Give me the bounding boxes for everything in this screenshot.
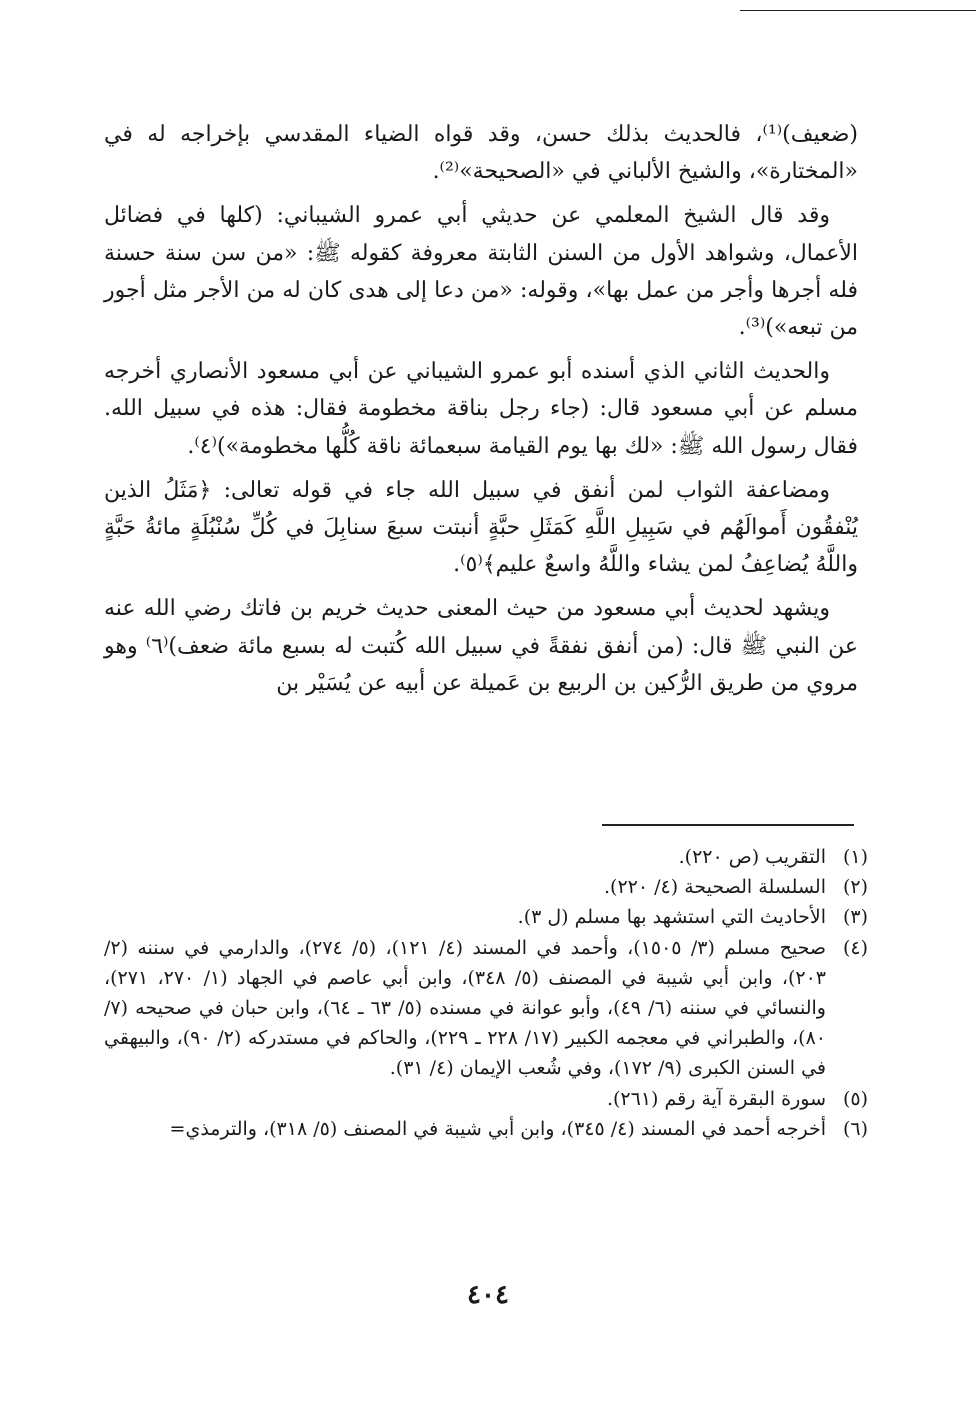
footnote-3 xyxy=(104,902,868,932)
footnote-number: (٤) xyxy=(842,936,868,959)
footnote-5 xyxy=(104,1084,868,1114)
paragraph-4: ومضاعفة الثواب لمن أنفق في سبيل الله جاء في قوله تعالى: ﴿مَثَلُ الذين يُنْفقُون أَموالَهُم في سَبِيلِ اللَّهِ كَمَثَلِ حبَّةٍ أنبتت سبعَ سنابِلَ في كُلِّ سُنْبُلَةٍ مائةُ حَبَّةٍ واللَّهُ يُضاعِفُ لمن يشاء واللَّهُ واسعٌ عليم﴾⁽٥⁾. xyxy=(104,477,858,578)
paragraph-1: (ضعيف)⁽¹⁾، فالحديث بذلك حسن، وقد قواه الضياء المقدسي بإخراجه له في «المختارة»، والشيخ الألباني في «الصحيحة»⁽²⁾. xyxy=(104,122,858,185)
paragraph-5: ويشهد لحديث أبي مسعود من حيث المعنى حديث خريم بن فاتك رضي الله عنه عن النبي ﷺ قال: (من أنفق نفقةً في سبيل الله كُتبت له بسبع مائة ضعف)⁽٦⁾ وهو مروي من طريق الرُّكين بن الربيع بن عَميلة عن أبيه عن يُسَيْر بن xyxy=(104,596,858,696)
paragraph-2: وقد قال الشيخ المعلمي عن حديثي أبي عمرو الشيباني: (كلها في فضائل الأعمال، وشواهد الأول من السنن الثابتة معروفة كقوله ﷺ: «من سن سنة حسنة فله أجرها وأجر من عمل بها»، وقوله: «من دعا إلى هدى كان له من الأجر مثل أجور من تبعه»)⁽³⁾. xyxy=(104,203,858,341)
footnote-number: (٥) xyxy=(842,1087,868,1110)
footnotes xyxy=(104,842,868,1144)
footnote-separator xyxy=(602,824,854,826)
footnote-text: الأحاديث التي استشهد بها مسلم (ل ٣). xyxy=(517,906,826,929)
footnote-text: صحيح مسلم (٣/ ١٥٠٥)، وأحمد في المسند (٤/ ١٢١)، (٥/ ٢٧٤)، والدارمي في سننه (٢/ ٢٠٣)، وابن أبي شيبة في المصنف (٥/ ٣٤٨)، وابن أبي عاصم في الجهاد (١/ ٢٧٠، ٢٧١)، والنسائي في سننه (٦/ ٤٩)، وأبو عوانة في مسنده (٥/ ٦٣ ـ ٦٤)، وابن حبان في صحيحه (٧/ ٨٠)، والطبراني في معجمه الكبير (١٧/ ٢٢٨ ـ ٢٢٩)، والحاكم في مستدركه (٢/ ٩٠)، والبيهقي في السنن الكبرى (٩/ ١٧٢)، وفي شُعب الإيمان (٤/ ٣١). xyxy=(104,936,827,1080)
footnote-number: (١) xyxy=(842,846,868,868)
footnote-6 xyxy=(104,1114,868,1144)
paragraph-3: والحديث الثاني الذي أسنده أبو عمرو الشيباني عن أبي مسعود الأنصاري أخرجه مسلم عن أبي مسعود قال: (جاء رجل بناقة مخطومة فقال: هذه في سبيل الله. فقال رسول الله ﷺ: «لك بها يوم القيامة سبعمائة ناقة كُلُّها مخطومة»)⁽٤⁾. xyxy=(104,359,858,459)
footnote-text: أخرجه أحمد في المسند (٤/ ٣٤٥)، وابن أبي شيبة في المصنف (٥/ ٣١٨)، والترمذي= xyxy=(169,1117,826,1140)
footnote-2 xyxy=(104,872,868,902)
header-rule xyxy=(740,10,976,11)
footnote-1 xyxy=(104,842,868,872)
main-text xyxy=(104,116,858,709)
footnote-text: السلسلة الصحيحة (٤/ ٢٢٠). xyxy=(604,876,826,899)
footnote-number: (٦) xyxy=(842,1117,868,1140)
footnote-text: سورة البقرة آية رقم (٢٦١). xyxy=(606,1087,826,1110)
footnote-number: (٢) xyxy=(842,876,868,899)
page-number: ٤٠٤ xyxy=(467,1280,509,1310)
footnote-4 xyxy=(104,933,868,1084)
footnote-text: التقريب (ص ٢٢٠). xyxy=(678,846,826,868)
footnote-number: (٣) xyxy=(842,906,868,929)
